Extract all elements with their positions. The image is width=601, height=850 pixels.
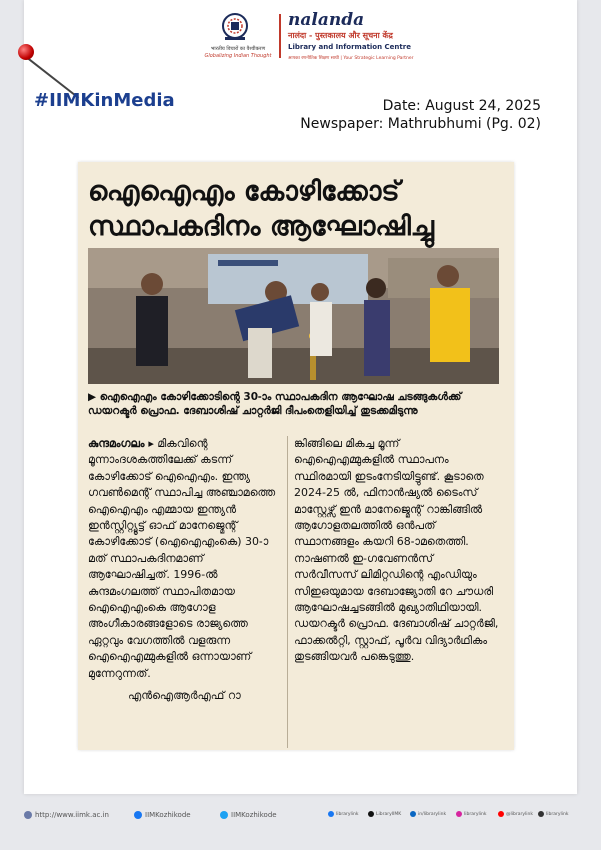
photo-caption: ▶ ഐഐഎം കോഴിക്കോടിന്റെ 30-ാം സ്ഥാപകദിന ആഘോഷ ചടങ്ങുകൾക്ക് ഡയറക്ടർ പ്രൊഫ. ദേബാശിഷ് ചാറ്റർജി ദീപംതെളിയിച്ച് തുടക്കമിടുന്നു — [88, 391, 462, 417]
footer-facebook[interactable] — [134, 811, 191, 819]
social-facebook[interactable] — [328, 811, 358, 817]
newspaper-label: Newspaper: Mathrubhumi (Pg. 02) — [300, 116, 541, 132]
globe-icon — [24, 811, 32, 819]
article-dateline: കുന്ദമംഗലം ▸ — [88, 437, 154, 450]
article-column-1-text: മികവിന്റെ മൂന്നാംദശകത്തിലേക്ക് കടന്ന് കോഴിക്കോട് ഐഐഎം. ഇന്ത്യ ഗവൺമെന്റ് സ്ഥാപിച്ച അഞ്ചാമത്തെ ഐഐഎം എമ്മായ ഇന്ത്യൻ ഇൻസ്റ്റിറ്റ്യൂട്ട് ഓഫ് മാനേജ്മെന്റ് കോഴിക്കോട് (ഐഐഎംകെ) 30-ാമത് സ്ഥാപകദിനമാണ് ആഘോഷിച്ചത്. 1996-ൽ കുന്ദമംഗലത്ത് സ്ഥാപിതമായ ഐഐഎംകെ ആഗോള അംഗീകാരങ്ങളോടെ രാജ്യത്തെ ഏറ്റവും വേഗത്തിൽ വളരുന്ന ഐഐഎമ്മുകളിൽ ഒന്നായാണ് മുന്നേറുന്നത്. — [88, 437, 276, 680]
x-icon — [368, 811, 374, 817]
newspaper-clipping — [78, 162, 514, 750]
nalanda-subtitle: Library and Information Centre — [288, 43, 411, 51]
logo-divider — [279, 14, 281, 58]
iimk-emblem-icon — [218, 12, 252, 42]
article-column-1-tail: എൻഐആർഎഫ് റാ — [128, 689, 241, 703]
social-threads[interactable] — [538, 811, 568, 817]
social-instagram[interactable] — [456, 811, 486, 817]
threads-icon — [538, 811, 544, 817]
article-column-1 — [88, 436, 283, 705]
social-handle-1[interactable]: librarylink — [336, 811, 359, 817]
twitter-handle[interactable]: IIMKozhikode — [231, 811, 277, 819]
article-headline — [88, 174, 504, 244]
hashtag-title: #IIMKinMedia — [34, 90, 175, 111]
facebook-small-icon — [328, 811, 334, 817]
nalanda-brand: nalanda — [288, 10, 365, 30]
footer-website[interactable] — [24, 811, 109, 819]
website-link[interactable]: http://www.iimk.ac.in — [35, 811, 109, 819]
linkedin-icon — [410, 811, 416, 817]
social-linkedin[interactable] — [410, 811, 446, 817]
footer-bar — [24, 809, 577, 823]
instagram-icon — [456, 811, 462, 817]
nalanda-tagline: आपका रणनीतिक शिक्षण साथी | Your Strategic Learning Partner — [288, 56, 414, 61]
social-youtube[interactable] — [498, 811, 533, 817]
headline-line-1: ഐഐഎം കോഴിക്കോട് — [88, 176, 400, 207]
event-photo — [88, 248, 499, 384]
footer-twitter[interactable] — [220, 811, 277, 819]
youtube-icon — [498, 811, 504, 817]
facebook-icon — [134, 811, 142, 819]
headline-line-2: സ്ഥാപകദിനം ആഘോഷിച്ചു — [88, 211, 434, 242]
column-divider — [287, 436, 288, 748]
social-handle-5[interactable]: @librarylink — [506, 811, 533, 817]
pin-icon — [18, 44, 34, 60]
social-handle-3[interactable]: in/librarylink — [418, 811, 447, 817]
facebook-handle[interactable]: IIMKozhikode — [145, 811, 191, 819]
nalanda-brand-hindi: नालंदा - पुस्तकालय और सूचना केंद्र — [288, 31, 393, 40]
social-handle-2[interactable]: LibraryIIMK — [376, 811, 402, 817]
twitter-icon — [220, 811, 228, 819]
date-label: Date: August 24, 2025 — [382, 98, 541, 114]
logo-tagline-english: Globalizing Indian Thought — [204, 53, 272, 59]
social-x[interactable] — [368, 811, 401, 817]
social-handle-6[interactable]: librarylink — [546, 811, 569, 817]
article-column-2: ങ്കിങ്ങിലെ മികച്ച മൂന്ന് ഐഐഎമ്മുകളിൽ സ്ഥാപനം സ്ഥിരമായി ഇടംനേടിയിട്ടുണ്ട്. കൂടാതെ 2024-25 ൽ, ഫിനാൻഷ്യൽ ടൈംസ് മാസ്റ്റേഴ്സ് ഇൻ മാനേജ്മെന്റ് റാങ്കിങ്ങിൽ ആഗോളതലത്തിൽ ഒൻപത് സ്ഥാനങ്ങളം കയറി 68-ാമതെത്തി. നാഷണൽ ഇ-ഗവേണൻസ് സർവീസസ് ലിമിറ്റഡിന്റെ എംഡിയും സിഇഒയുമായ ദേബാജ്യോതി റേ ചൗധരി ആഘോഷച്ചടങ്ങിൽ മുഖ്യാതിഥിയായി. ഡയറക്ടർ പ്രൊഫ. ദേബാശിഷ് ചാറ്റർജി, ഫാക്കൽറ്റി, സ്റ്റാഫ്, പൂർവ വിദ്യാർഥികം തുടങ്ങിയവർ പങ്കെടുത്തു. — [294, 437, 499, 664]
social-handle-4[interactable]: librarylink — [464, 811, 487, 817]
logo-tagline-hindi: भारतीय विचारों का वैश्वीकरण — [210, 46, 266, 52]
